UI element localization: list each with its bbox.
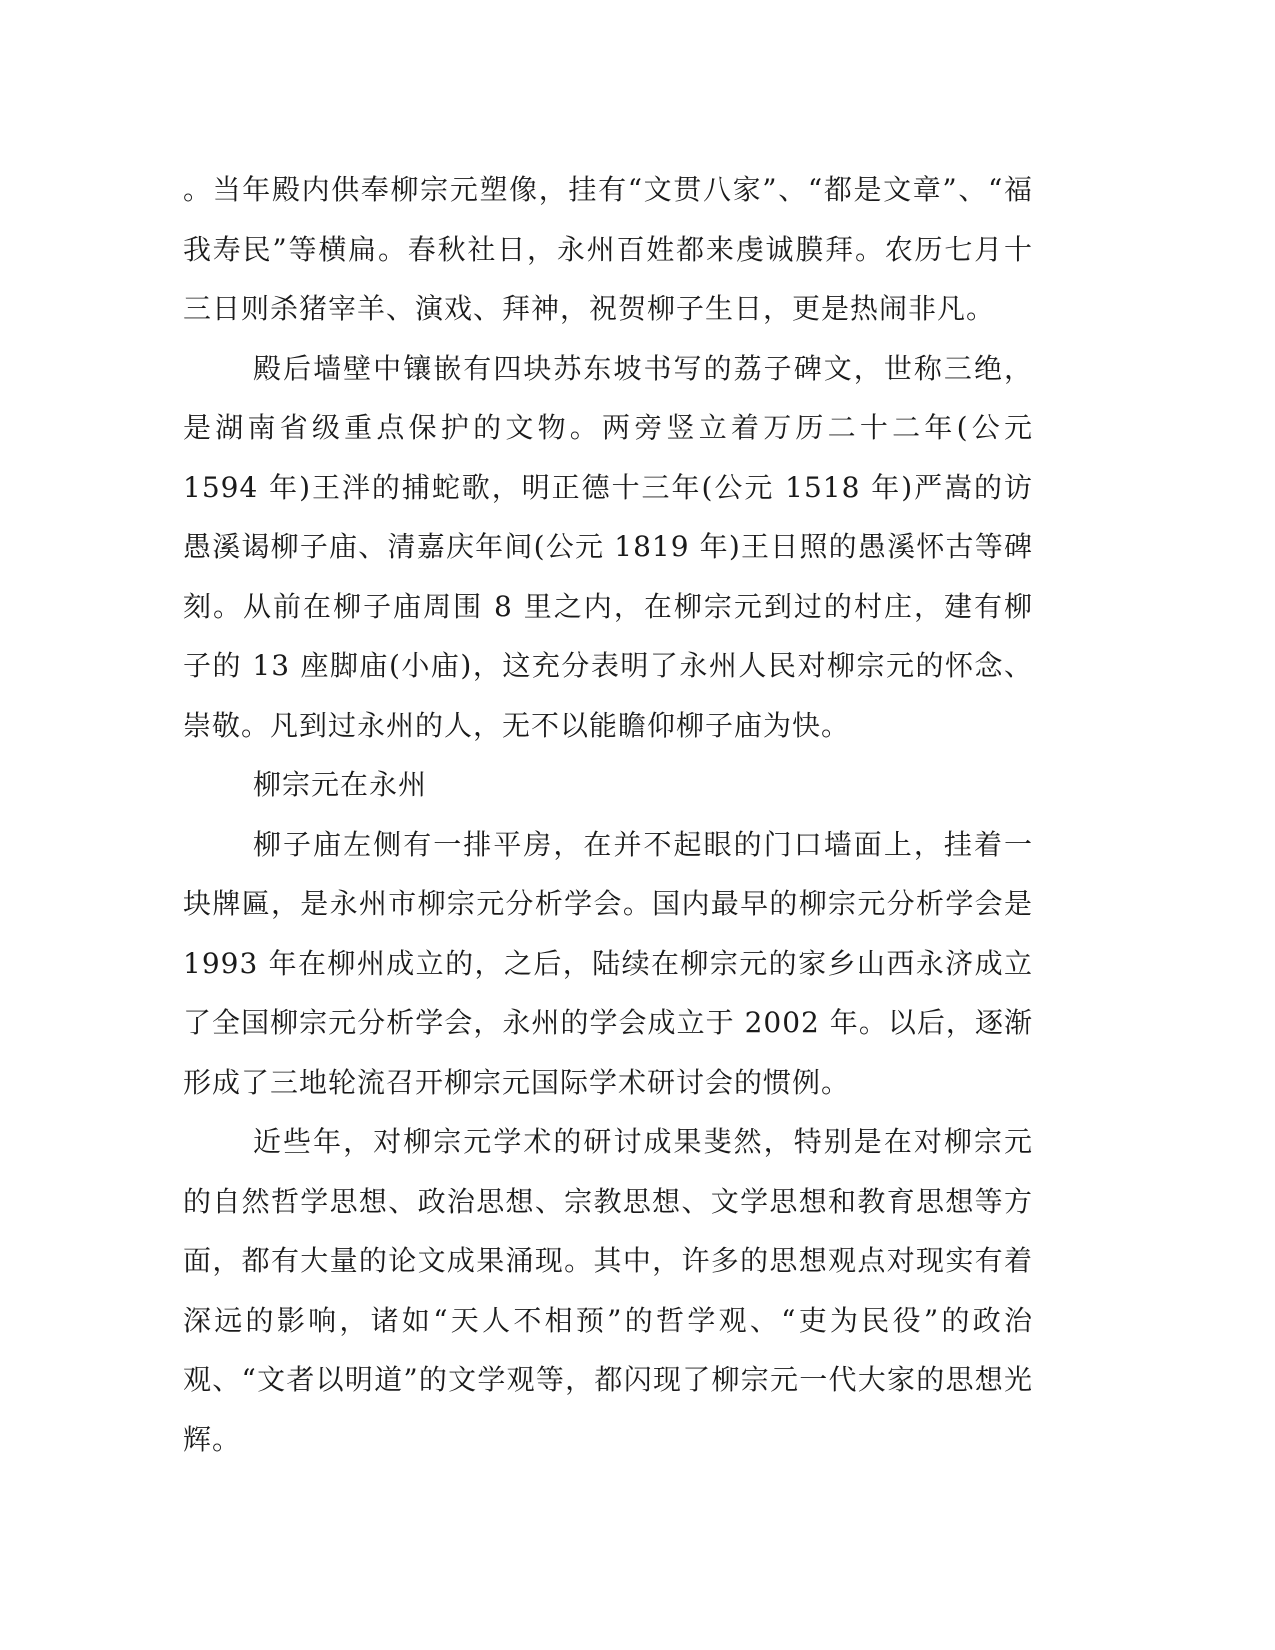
paragraph-research-results: 近些年，对柳宗元学术的研讨成果斐然，特别是在对柳宗元的自然哲学思想、政治思想、宗教思想、文学思想和教育思想等方面，都有大量的论文成果涌现。其中，许多的思想观点对现实有着深远的影响，诸如“天人不相预”的哲学观、“吏为民役”的政治观、“文者以明道”的文学观等，都闪现了柳宗元一代大家的思想光辉。 [183, 1125, 1033, 1456]
document-body [183, 160, 1033, 1469]
paragraph-research-society: 柳子庙左侧有一排平房，在并不起眼的门口墙面上，挂着一块牌匾，是永州市柳宗元分析学会。国内最早的柳宗元分析学会是 1993 年在柳州成立的，之后，陆续在柳宗元的家乡山西永济成立了全国柳宗元分析学会，永州的学会成立于 2002 年。以后，逐渐形成了三地轮流召开柳宗元国际学术研讨会的惯例。 [183, 827, 1033, 1099]
section-heading: 柳宗元在永州 [253, 768, 428, 801]
paragraph-lizi-stele: 殿后墙壁中镶嵌有四块苏东坡书写的荔子碑文，世称三绝，是湖南省级重点保护的文物。两旁竖立着万历二十二年(公元 1594 年)王泮的捕蛇歌，明正德十三年(公元 1518 年)严嵩的访愚溪谒柳子庙、清嘉庆年间(公元 1819 年)王日照的愚溪怀古等碑刻。从前在柳子庙周围 8 里之内，在柳宗元到过的村庄，建有柳子的 13 座脚庙(小庙)，这充分表明了永州人民对柳宗元的怀念、崇敬。凡到过永州的人，无不以能瞻仰柳子庙为快。 [183, 351, 1033, 742]
paragraph-continuation: 。当年殿内供奉柳宗元塑像，挂有“文贯八家”、“都是文章”、“福我寿民”等横扁。春秋社日，永州百姓都来虔诚膜拜。农历七月十三日则杀猪宰羊、演戏、拜神，祝贺柳子生日，更是热闹非凡。 [183, 173, 1033, 325]
